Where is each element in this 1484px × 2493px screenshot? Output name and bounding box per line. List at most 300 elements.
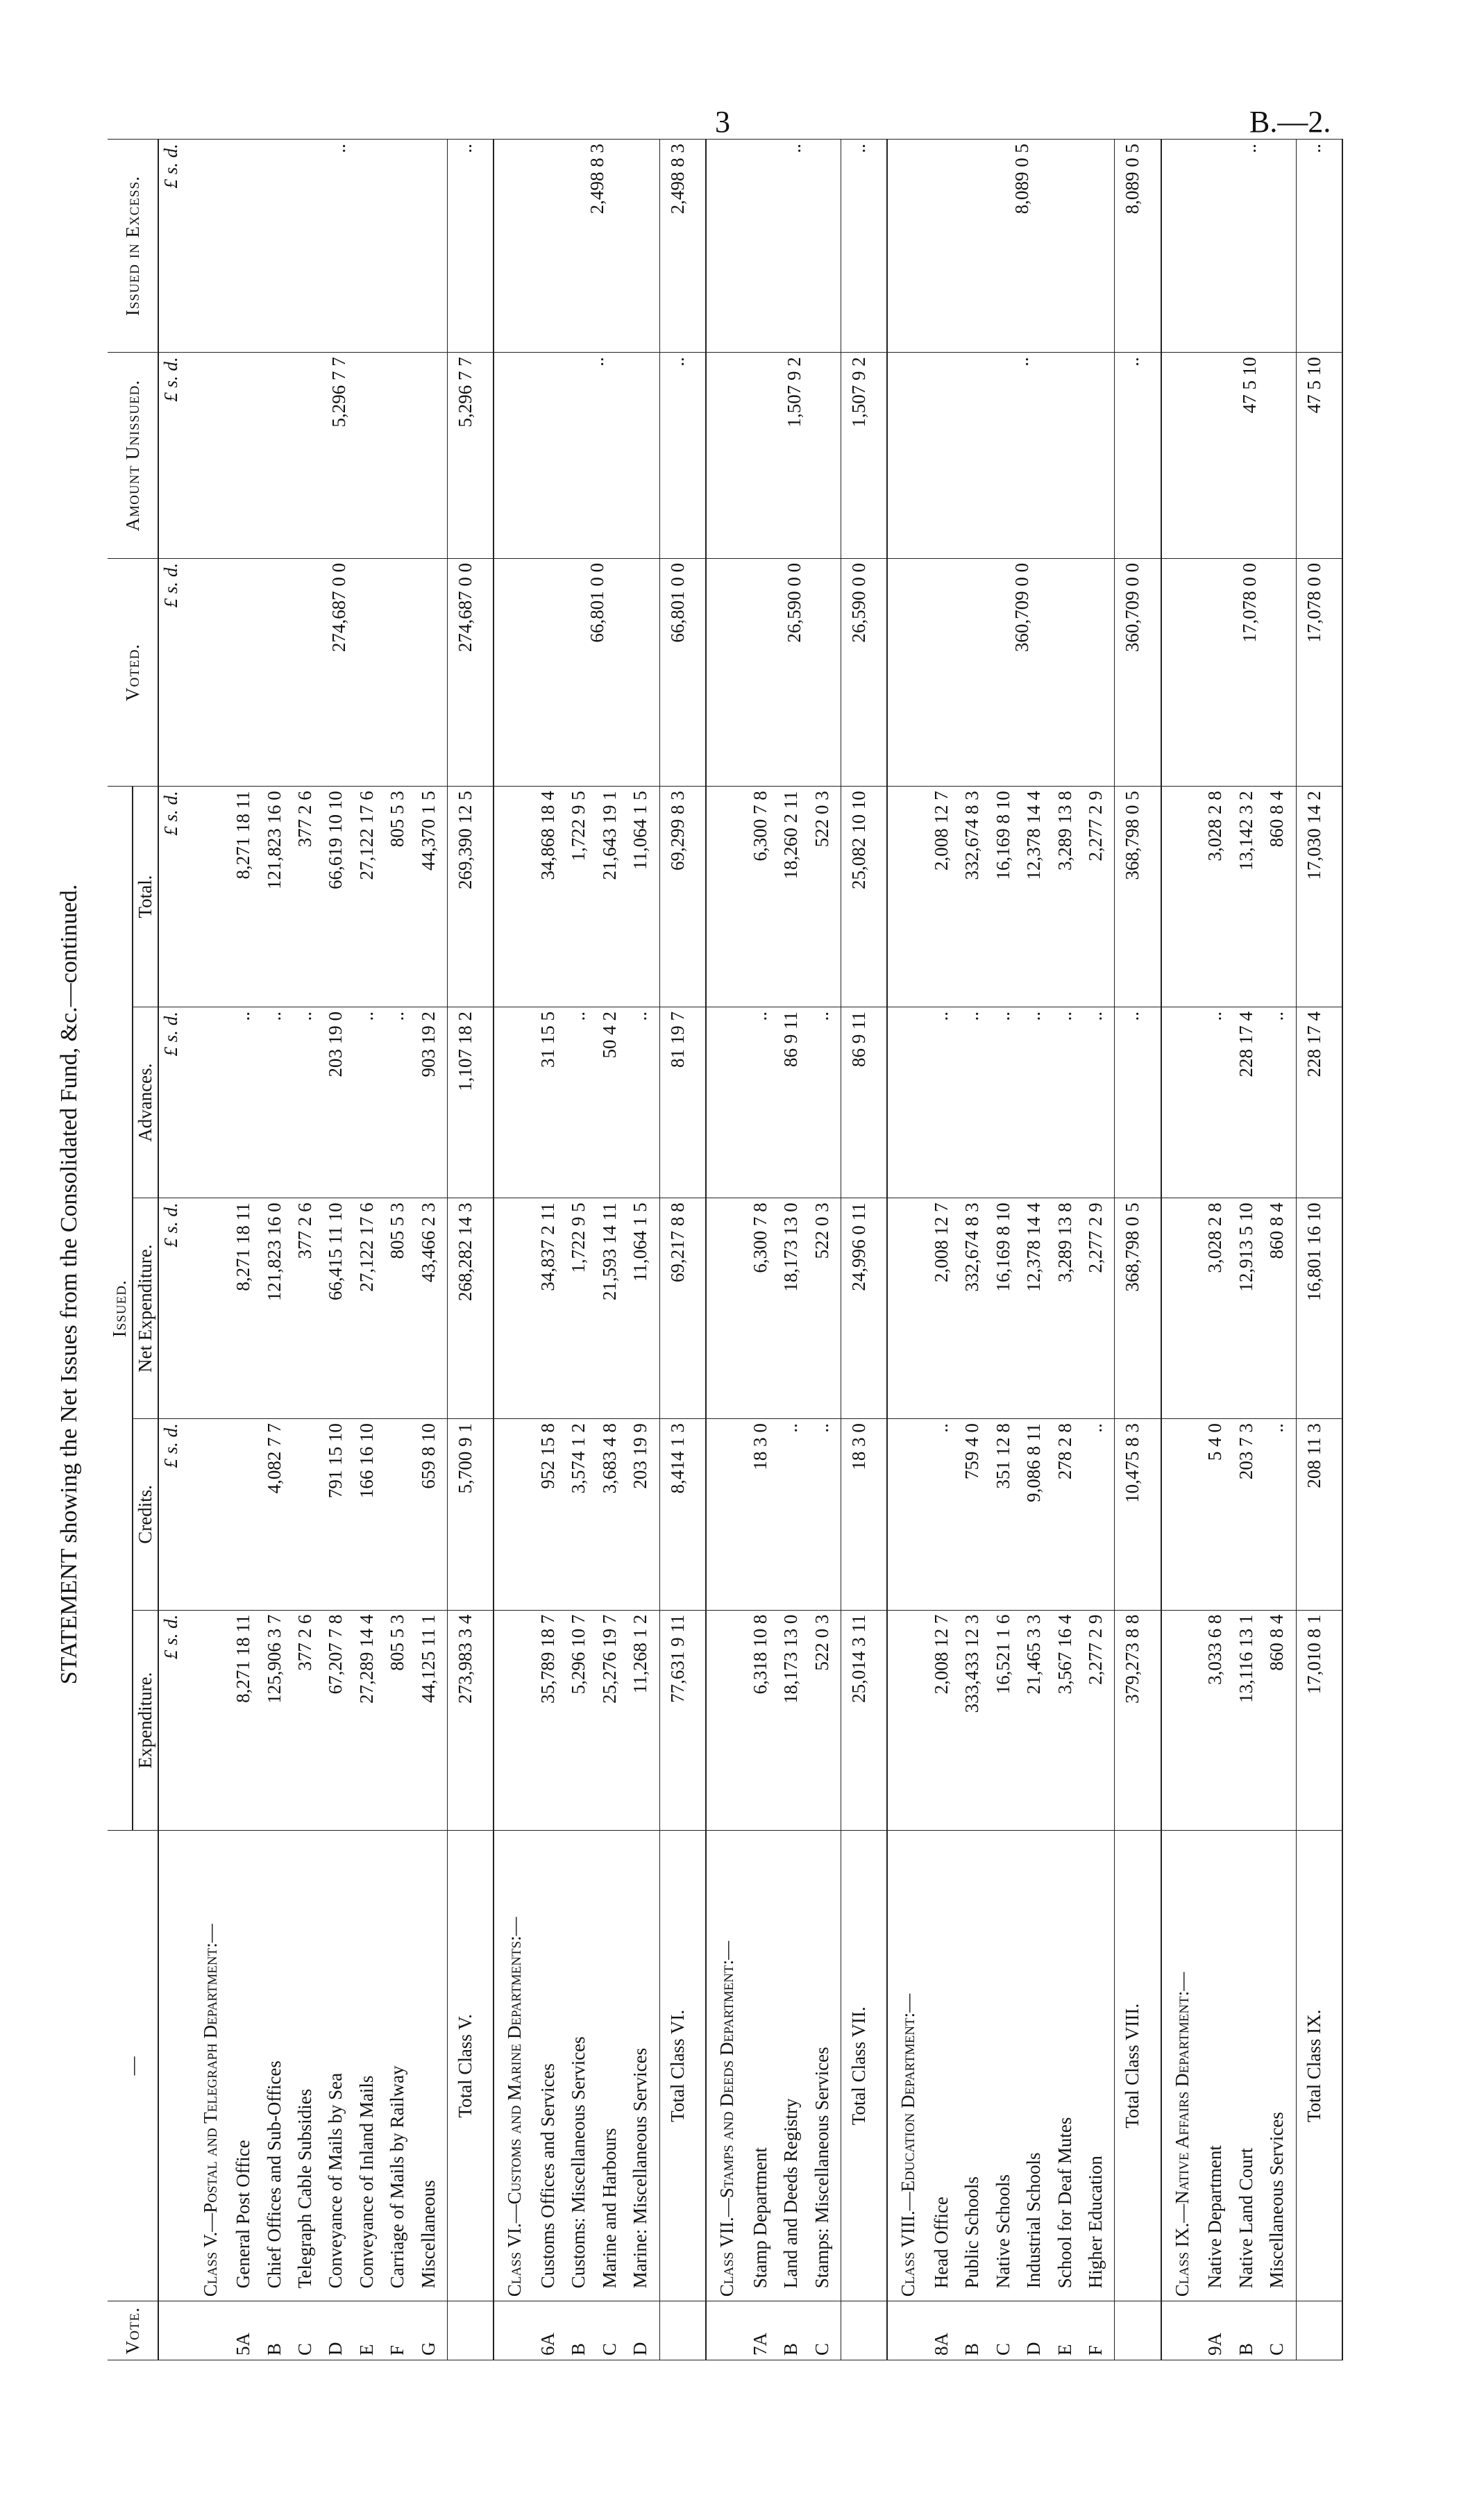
item-label: Conveyance of Mails by Sea xyxy=(323,1831,354,2301)
expenditure-cell: 13,116 13 1 xyxy=(1234,1610,1265,1831)
unissued-cell: 47 5 10 xyxy=(1203,353,1296,559)
advances-cell: 228 17 4 xyxy=(1234,1007,1265,1198)
total-cell: 12,378 14 4 xyxy=(1022,787,1052,1007)
credits-cell: 351 12 8 xyxy=(991,1419,1022,1610)
blank-cell xyxy=(1161,1007,1204,1198)
credits-cell: 791 15 10 xyxy=(323,1419,354,1610)
total-net-cell: 69,217 8 8 xyxy=(659,1198,706,1419)
net-cell: 3,289 13 8 xyxy=(1053,1198,1084,1419)
total-cell: 3,289 13 8 xyxy=(1053,787,1084,1007)
col-expenditure: Expenditure. xyxy=(133,1610,158,1831)
net-cell: 2,008 12 7 xyxy=(929,1198,960,1419)
total-cell: 16,169 8 10 xyxy=(991,787,1022,1007)
credits-cell: 3,683 4 8 xyxy=(598,1419,628,1610)
total-row xyxy=(841,140,888,2360)
advances-cell: .. xyxy=(231,1007,262,1198)
blank-cell xyxy=(494,353,536,559)
advances-cell: .. xyxy=(1022,1007,1052,1198)
blank-cell xyxy=(706,787,748,1007)
unissued-cell: .. xyxy=(929,353,1115,559)
advances-cell: .. xyxy=(1203,1007,1233,1198)
total-row xyxy=(448,140,494,2360)
total-net-cell: 24,996 0 11 xyxy=(841,1198,888,1419)
total-unissued-cell: 47 5 10 xyxy=(1296,353,1342,559)
vote-code: C xyxy=(293,2301,323,2360)
blank-cell xyxy=(494,787,536,1007)
vote-code: C xyxy=(1265,2301,1296,2360)
credits-cell: 759 4 0 xyxy=(960,1419,990,1610)
vote-code: B xyxy=(779,2301,809,2360)
units-cell: £ s. d. xyxy=(158,140,190,353)
blank-cell xyxy=(190,140,232,353)
class-heading-row xyxy=(190,140,232,2360)
blank-cell xyxy=(1161,2301,1204,2360)
credits-cell: .. xyxy=(810,1419,841,1610)
total-net-cell: 16,801 16 10 xyxy=(1296,1198,1342,1419)
total-label: Total Class VII. xyxy=(841,1831,888,2301)
net-cell: 11,064 1 5 xyxy=(628,1198,659,1419)
credits-cell: .. xyxy=(1265,1419,1296,1610)
table-row xyxy=(929,140,960,2360)
credits-cell: 18 3 0 xyxy=(748,1419,779,1610)
net-cell: 6,300 7 8 xyxy=(748,1198,779,1419)
advances-cell: 31 15 5 xyxy=(536,1007,566,1198)
expenditure-cell: 377 2 6 xyxy=(293,1610,323,1831)
expenditure-cell: 25,276 19 7 xyxy=(598,1610,628,1831)
col-description: — xyxy=(108,1831,158,2301)
item-label: Industrial Schools xyxy=(1022,1831,1052,2301)
blank-cell xyxy=(1161,1610,1204,1831)
expenditure-cell: 18,173 13 0 xyxy=(779,1610,809,1831)
advances-cell: .. xyxy=(929,1007,960,1198)
expenditure-cell: 27,289 14 4 xyxy=(355,1610,385,1831)
total-label: Total Class IX. xyxy=(1296,1831,1342,2301)
blank-cell xyxy=(887,1419,929,1610)
blank-cell xyxy=(887,140,929,353)
blank-cell xyxy=(1161,558,1204,786)
blank-cell xyxy=(887,2301,929,2360)
total-cell: 8,271 18 11 xyxy=(231,787,262,1007)
vote-code: 8A xyxy=(929,2301,960,2360)
total-cell: 522 0 3 xyxy=(810,787,841,1007)
blank-cell xyxy=(1161,1419,1204,1610)
total-credits-cell: 208 11 3 xyxy=(1296,1419,1342,1610)
blank-cell xyxy=(706,2301,748,2360)
blank-cell xyxy=(887,1610,929,1831)
blank-cell xyxy=(706,1198,748,1419)
total-cell: 44,370 1 5 xyxy=(416,787,448,1007)
net-cell: 21,593 14 11 xyxy=(598,1198,628,1419)
item-label: Public Schools xyxy=(960,1831,990,2301)
credits-cell: 659 8 10 xyxy=(416,1419,448,1610)
total-total-cell: 25,082 10 10 xyxy=(841,787,888,1007)
total-advances-cell: .. xyxy=(1115,1007,1161,1198)
advances-cell: 903 19 2 xyxy=(416,1007,448,1198)
col-vote: Vote. xyxy=(108,2301,158,2360)
blank-cell xyxy=(1115,2301,1161,2360)
col-total: Total. xyxy=(133,787,158,1007)
col-voted: Voted. xyxy=(108,558,158,786)
credits-cell: 4,082 7 7 xyxy=(262,1419,293,1610)
unissued-cell: 1,507 9 2 xyxy=(748,353,841,559)
class-heading: Class VII.—Stamps and Deeds Department:— xyxy=(706,1831,748,2301)
units-row xyxy=(158,140,190,2360)
total-voted-cell: 360,709 0 0 xyxy=(1115,558,1161,786)
total-advances-cell: 228 17 4 xyxy=(1296,1007,1342,1198)
blank-cell xyxy=(706,140,748,353)
total-cell: 805 5 3 xyxy=(385,787,416,1007)
total-expenditure-cell: 273,983 3 4 xyxy=(448,1610,494,1831)
net-cell: 34,837 2 11 xyxy=(536,1198,566,1419)
credits-cell: .. xyxy=(1084,1419,1115,1610)
total-expenditure-cell: 17,010 8 1 xyxy=(1296,1610,1342,1831)
item-label: Chief Offices and Sub-Offices xyxy=(262,1831,293,2301)
credits-cell: .. xyxy=(779,1419,809,1610)
expenditure-cell: 125,906 3 7 xyxy=(262,1610,293,1831)
total-voted-cell: 66,801 0 0 xyxy=(659,558,706,786)
excess-cell: 2,498 8 3 xyxy=(536,140,659,353)
voted-cell: 26,590 0 0 xyxy=(748,558,841,786)
table-row xyxy=(536,140,566,2360)
total-cell: 377 2 6 xyxy=(293,787,323,1007)
total-total-cell: 368,798 0 5 xyxy=(1115,787,1161,1007)
class-heading: Class VIII.—Education Department:— xyxy=(887,1831,929,2301)
total-row xyxy=(1115,140,1161,2360)
item-label: Customs: Miscellaneous Services xyxy=(566,1831,597,2301)
total-unissued-cell: .. xyxy=(659,353,706,559)
total-cell: 2,277 2 9 xyxy=(1084,787,1115,1007)
item-label: General Post Office xyxy=(231,1831,262,2301)
blank-cell xyxy=(190,1419,232,1610)
credits-cell: 3,574 1 2 xyxy=(566,1419,597,1610)
total-advances-cell: 86 9 11 xyxy=(841,1007,888,1198)
vote-code: D xyxy=(1022,2301,1052,2360)
total-cell: 860 8 4 xyxy=(1265,787,1296,1007)
blank-cell xyxy=(494,558,536,786)
blank-cell xyxy=(1161,787,1204,1007)
title-wrapper xyxy=(21,174,118,2395)
blank-cell xyxy=(190,353,232,559)
total-label: Total Class VI. xyxy=(659,1831,706,2301)
vote-code: G xyxy=(416,2301,448,2360)
vote-code: D xyxy=(323,2301,354,2360)
total-net-cell: 368,798 0 5 xyxy=(1115,1198,1161,1419)
blank-cell xyxy=(706,558,748,786)
blank-cell xyxy=(659,2301,706,2360)
col-unissued: Amount Unissued. xyxy=(108,353,158,559)
total-cell: 1,722 9 5 xyxy=(566,787,597,1007)
blank-cell xyxy=(190,1007,232,1198)
advances-cell: .. xyxy=(566,1007,597,1198)
expenditure-cell: 3,033 6 8 xyxy=(1203,1610,1233,1831)
advances-cell: .. xyxy=(262,1007,293,1198)
rotated-table-container xyxy=(108,139,1343,2360)
total-cell: 66,619 10 10 xyxy=(323,787,354,1007)
vote-code: 5A xyxy=(231,2301,262,2360)
net-cell: 18,173 13 0 xyxy=(779,1198,809,1419)
blank-cell xyxy=(887,1198,929,1419)
credits-cell xyxy=(293,1419,323,1610)
class-heading-row xyxy=(494,140,536,2360)
advances-cell: .. xyxy=(628,1007,659,1198)
vote-code: B xyxy=(262,2301,293,2360)
total-credits-cell: 8,414 1 3 xyxy=(659,1419,706,1610)
class-heading: Class IX.—Native Affairs Department:— xyxy=(1161,1831,1204,2301)
class-heading: Class VI.—Customs and Marine Departments:— xyxy=(494,1831,536,2301)
vote-code: E xyxy=(355,2301,385,2360)
item-label: Higher Education xyxy=(1084,1831,1115,2301)
expenditure-cell: 860 8 4 xyxy=(1265,1610,1296,1831)
advances-cell: .. xyxy=(810,1007,841,1198)
total-advances-cell: 1,107 18 2 xyxy=(448,1007,494,1198)
item-label: Head Office xyxy=(929,1831,960,2301)
col-advances: Advances. xyxy=(133,1007,158,1198)
vote-code: B xyxy=(1234,2301,1265,2360)
vote-code: C xyxy=(598,2301,628,2360)
net-cell: 121,823 16 0 xyxy=(262,1198,293,1419)
expenditure-cell: 16,521 1 6 xyxy=(991,1610,1022,1831)
credits-cell: 203 19 9 xyxy=(628,1419,659,1610)
expenditure-cell: 522 0 3 xyxy=(810,1610,841,1831)
vote-code: 9A xyxy=(1203,2301,1233,2360)
total-voted-cell: 17,078 0 0 xyxy=(1296,558,1342,786)
expenditure-cell: 8,271 18 11 xyxy=(231,1610,262,1831)
total-credits-cell: 18 3 0 xyxy=(841,1419,888,1610)
item-label: Conveyance of Inland Mails xyxy=(355,1831,385,2301)
blank-cell xyxy=(190,2301,232,2360)
advances-cell: .. xyxy=(748,1007,779,1198)
blank-cell xyxy=(190,1198,232,1419)
voted-cell: 360,709 0 0 xyxy=(929,558,1115,786)
total-excess-cell: 2,498 8 3 xyxy=(659,140,706,353)
blank-cell xyxy=(190,787,232,1007)
total-voted-cell: 274,687 0 0 xyxy=(448,558,494,786)
total-cell: 34,868 18 4 xyxy=(536,787,566,1007)
advances-cell: .. xyxy=(1084,1007,1115,1198)
net-cell: 1,722 9 5 xyxy=(566,1198,597,1419)
advances-cell: 203 19 0 xyxy=(323,1007,354,1198)
vote-code: F xyxy=(1084,2301,1115,2360)
voted-cell: 274,687 0 0 xyxy=(231,558,447,786)
vote-code: 7A xyxy=(748,2301,779,2360)
blank-cell xyxy=(190,1610,232,1831)
blank-cell xyxy=(706,1419,748,1610)
vote-code: 6A xyxy=(536,2301,566,2360)
class-heading-row xyxy=(887,140,929,2360)
total-expenditure-cell: 25,014 3 11 xyxy=(841,1610,888,1831)
advances-cell: 50 4 2 xyxy=(598,1007,628,1198)
vote-code: D xyxy=(628,2301,659,2360)
blank-cell xyxy=(706,353,748,559)
item-label: Land and Deeds Registry xyxy=(779,1831,809,2301)
blank-cell xyxy=(158,1831,190,2301)
voted-cell: 17,078 0 0 xyxy=(1203,558,1296,786)
item-label: Customs Offices and Services xyxy=(536,1831,566,2301)
blank-cell xyxy=(706,1610,748,1831)
credits-cell xyxy=(385,1419,416,1610)
total-credits-cell: 10,475 8 3 xyxy=(1115,1419,1161,1610)
credits-cell xyxy=(231,1419,262,1610)
units-cell: £ s. d. xyxy=(158,558,190,786)
document-reference: B.—2. xyxy=(1249,105,1331,139)
col-excess: Issued in Excess. xyxy=(108,140,158,353)
col-net: Net Expenditure. xyxy=(133,1198,158,1419)
advances-cell: .. xyxy=(385,1007,416,1198)
item-label: Native Land Court xyxy=(1234,1831,1265,2301)
total-cell: 121,823 16 0 xyxy=(262,787,293,1007)
unissued-cell: .. xyxy=(536,353,659,559)
net-cell: 3,028 2 8 xyxy=(1203,1198,1233,1419)
class-heading-row xyxy=(706,140,748,2360)
item-label: Native Department xyxy=(1203,1831,1233,2301)
credits-cell: 952 15 8 xyxy=(536,1419,566,1610)
total-cell: 27,122 17 6 xyxy=(355,787,385,1007)
blank-cell xyxy=(1161,353,1204,559)
net-cell: 8,271 18 11 xyxy=(231,1198,262,1419)
excess-cell: 8,089 0 5 xyxy=(929,140,1115,353)
total-expenditure-cell: 379,273 8 8 xyxy=(1115,1610,1161,1831)
table-row xyxy=(231,140,262,2360)
units-cell: £ s. d. xyxy=(158,1007,190,1198)
total-cell: 2,008 12 7 xyxy=(929,787,960,1007)
expenditure-cell: 6,318 10 8 xyxy=(748,1610,779,1831)
table-row xyxy=(748,140,779,2360)
class-heading: Class V.—Postal and Telegraph Department:— xyxy=(190,1831,232,2301)
total-row xyxy=(1296,140,1342,2360)
excess-cell: .. xyxy=(231,140,447,353)
blank-cell xyxy=(158,2301,190,2360)
blank-cell xyxy=(494,1610,536,1831)
item-label: Miscellaneous xyxy=(416,1831,448,2301)
total-advances-cell: 81 19 7 xyxy=(659,1007,706,1198)
expenditure-cell: 67,207 7 8 xyxy=(323,1610,354,1831)
vote-code: B xyxy=(566,2301,597,2360)
item-label: Miscellaneous Services xyxy=(1265,1831,1296,2301)
units-cell: £ s. d. xyxy=(158,1198,190,1419)
excess-cell: .. xyxy=(1203,140,1296,353)
net-cell: 12,378 14 4 xyxy=(1022,1198,1052,1419)
expenditure-cell: 21,465 3 3 xyxy=(1022,1610,1052,1831)
total-expenditure-cell: 77,631 9 11 xyxy=(659,1610,706,1831)
blank-cell xyxy=(706,1007,748,1198)
vote-code: F xyxy=(385,2301,416,2360)
blank-cell xyxy=(1161,140,1204,353)
table-row xyxy=(1203,140,1233,2360)
blank-cell xyxy=(1296,2301,1342,2360)
advances-cell: .. xyxy=(991,1007,1022,1198)
item-label: Marine and Harbours xyxy=(598,1831,628,2301)
blank-cell xyxy=(887,558,929,786)
col-credits: Credits. xyxy=(133,1419,158,1610)
total-cell: 332,674 8 3 xyxy=(960,787,990,1007)
page-number: 3 xyxy=(715,105,730,139)
item-label: School for Deaf Mutes xyxy=(1053,1831,1084,2301)
expenditure-cell: 3,567 16 4 xyxy=(1053,1610,1084,1831)
net-cell: 66,415 11 10 xyxy=(323,1198,354,1419)
item-label: Carriage of Mails by Railway xyxy=(385,1831,416,2301)
units-cell: £ s. d. xyxy=(158,353,190,559)
net-cell: 332,674 8 3 xyxy=(960,1198,990,1419)
blank-cell xyxy=(887,1007,929,1198)
total-unissued-cell: .. xyxy=(1115,353,1161,559)
expenditure-cell: 2,277 2 9 xyxy=(1084,1610,1115,1831)
total-row xyxy=(659,140,706,2360)
blank-cell xyxy=(887,353,929,559)
advances-cell: .. xyxy=(355,1007,385,1198)
advances-cell: 86 9 11 xyxy=(779,1007,809,1198)
total-label: Total Class V. xyxy=(448,1831,494,2301)
blank-cell xyxy=(494,1007,536,1198)
blank-cell xyxy=(448,2301,494,2360)
credits-cell: 203 7 3 xyxy=(1234,1419,1265,1610)
credits-cell: 166 16 10 xyxy=(355,1419,385,1610)
total-voted-cell: 26,590 0 0 xyxy=(841,558,888,786)
table-body xyxy=(158,140,1342,2360)
credits-cell: .. xyxy=(929,1419,960,1610)
net-cell: 27,122 17 6 xyxy=(355,1198,385,1419)
advances-cell: .. xyxy=(1053,1007,1084,1198)
credits-cell: 278 2 8 xyxy=(1053,1419,1084,1610)
item-label: Stamp Department xyxy=(748,1831,779,2301)
blank-cell xyxy=(494,2301,536,2360)
total-cell: 6,300 7 8 xyxy=(748,787,779,1007)
net-cell: 16,169 8 10 xyxy=(991,1198,1022,1419)
total-excess-cell: 8,089 0 5 xyxy=(1115,140,1161,353)
total-cell: 3,028 2 8 xyxy=(1203,787,1233,1007)
item-label: Marine: Miscellaneous Services xyxy=(628,1831,659,2301)
total-cell: 18,260 2 11 xyxy=(779,787,809,1007)
net-issues-table xyxy=(108,139,1343,2360)
statement-title: STATEMENT showing the Net Issues from the Consolidated Fund, &c.—continued. xyxy=(56,884,82,1685)
class-heading-row xyxy=(1161,140,1204,2360)
total-cell: 21,643 19 1 xyxy=(598,787,628,1007)
blank-cell xyxy=(1161,1198,1204,1419)
total-total-cell: 69,299 8 3 xyxy=(659,787,706,1007)
vote-code: B xyxy=(960,2301,990,2360)
total-cell: 13,142 3 2 xyxy=(1234,787,1265,1007)
total-unissued-cell: 5,296 7 7 xyxy=(448,353,494,559)
total-unissued-cell: 1,507 9 2 xyxy=(841,353,888,559)
expenditure-cell: 805 5 3 xyxy=(385,1610,416,1831)
blank-cell xyxy=(841,2301,888,2360)
net-cell: 12,913 5 10 xyxy=(1234,1198,1265,1419)
net-cell: 805 5 3 xyxy=(385,1198,416,1419)
blank-cell xyxy=(494,140,536,353)
expenditure-cell: 333,433 12 3 xyxy=(960,1610,990,1831)
credits-cell: 9,086 8 11 xyxy=(1022,1419,1052,1610)
total-total-cell: 269,390 12 5 xyxy=(448,787,494,1007)
blank-cell xyxy=(494,1419,536,1610)
expenditure-cell: 2,008 12 7 xyxy=(929,1610,960,1831)
units-cell: £ s. d. xyxy=(158,1419,190,1610)
total-excess-cell: .. xyxy=(841,140,888,353)
vote-code: C xyxy=(991,2301,1022,2360)
total-excess-cell: .. xyxy=(448,140,494,353)
item-label: Native Schools xyxy=(991,1831,1022,2301)
vote-code: E xyxy=(1053,2301,1084,2360)
net-cell: 860 8 4 xyxy=(1265,1198,1296,1419)
blank-cell xyxy=(190,558,232,786)
item-label: Stamps: Miscellaneous Services xyxy=(810,1831,841,2301)
net-cell: 522 0 3 xyxy=(810,1198,841,1419)
total-cell: 11,064 1 5 xyxy=(628,787,659,1007)
advances-cell: .. xyxy=(960,1007,990,1198)
unissued-cell: 5,296 7 7 xyxy=(231,353,447,559)
credits-cell: 5 4 0 xyxy=(1203,1419,1233,1610)
total-label: Total Class VIII. xyxy=(1115,1831,1161,2301)
net-cell: 377 2 6 xyxy=(293,1198,323,1419)
total-total-cell: 17,030 14 2 xyxy=(1296,787,1342,1007)
